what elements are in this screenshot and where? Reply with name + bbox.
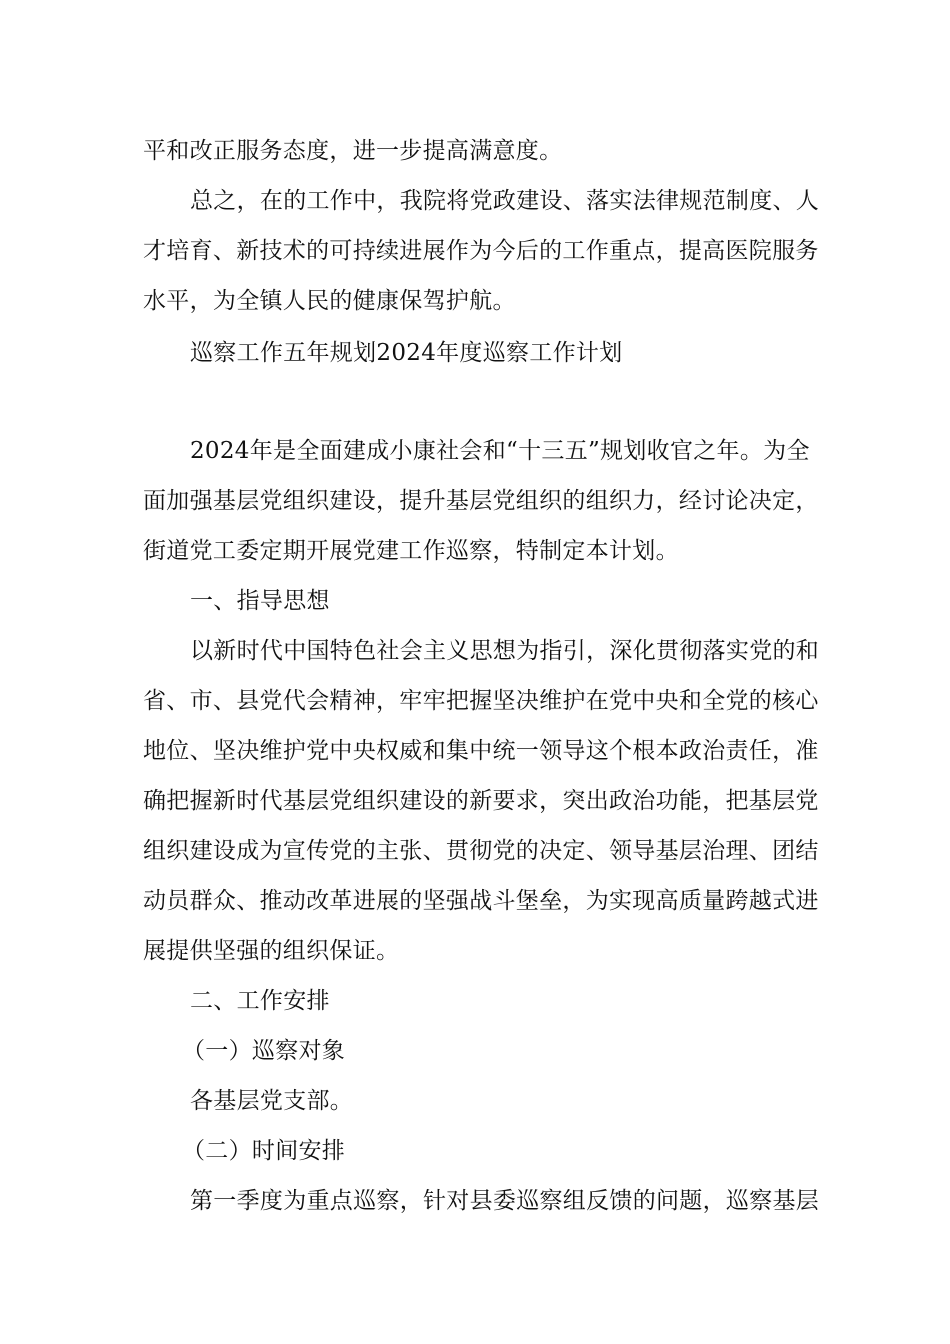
subsection-heading: （一）巡察对象 [182,1038,346,1064]
paragraph-line: 组织建设成为宣传党的主张、贯彻党的决定、领导基层治理、团结 [143,838,819,864]
paragraph-line: 水平，为全镇人民的健康保驾护航。 [143,288,516,314]
section-heading: 一、指导思想 [190,588,330,614]
paragraph-line: 面加强基层党组织建设，提升基层党组织的组织力，经讨论决定， [143,488,819,514]
paragraph-line: 第一季度为重点巡察，针对县委巡察组反馈的问题，巡察基层 [190,1188,820,1214]
paragraph-line: 才培育、新技术的可持续进展作为今后的工作重点，提高医院服务 [143,238,819,264]
paragraph-line: 省、市、县党代会精神，牢牢把握坚决维护在党中央和全党的核心 [143,688,819,714]
subsection-heading: （二）时间安排 [182,1138,346,1164]
paragraph-line: 总之，在的工作中，我院将党政建设、落实法律规范制度、人 [190,188,820,214]
paragraph-line: 展提供坚强的组织保证。 [143,938,400,964]
paragraph-line: 地位、坚决维护党中央权威和集中统一领导这个根本政治责任，准 [143,738,819,764]
paragraph-line: 以新时代中国特色社会主义思想为指引，深化贯彻落实党的和 [190,638,820,664]
section-heading: 二、工作安排 [190,988,330,1014]
paragraph-line: 动员群众、推动改革进展的坚强战斗堡垒，为实现高质量跨越式进 [143,888,819,914]
section-title: 巡察工作五年规划2024年度巡察工作计划 [190,340,623,366]
paragraph-line: 街道党工委定期开展党建工作巡察，特制定本计划。 [143,538,679,564]
paragraph-line: 平和改正服务态度，进一步提高满意度。 [143,138,563,164]
paragraph-line: 确把握新时代基层党组织建设的新要求，突出政治功能，把基层党 [143,788,819,814]
paragraph-line: 2024年是全面建成小康社会和“十三五”规划收官之年。为全 [190,438,810,464]
paragraph-line: 各基层党支部。 [190,1088,354,1114]
